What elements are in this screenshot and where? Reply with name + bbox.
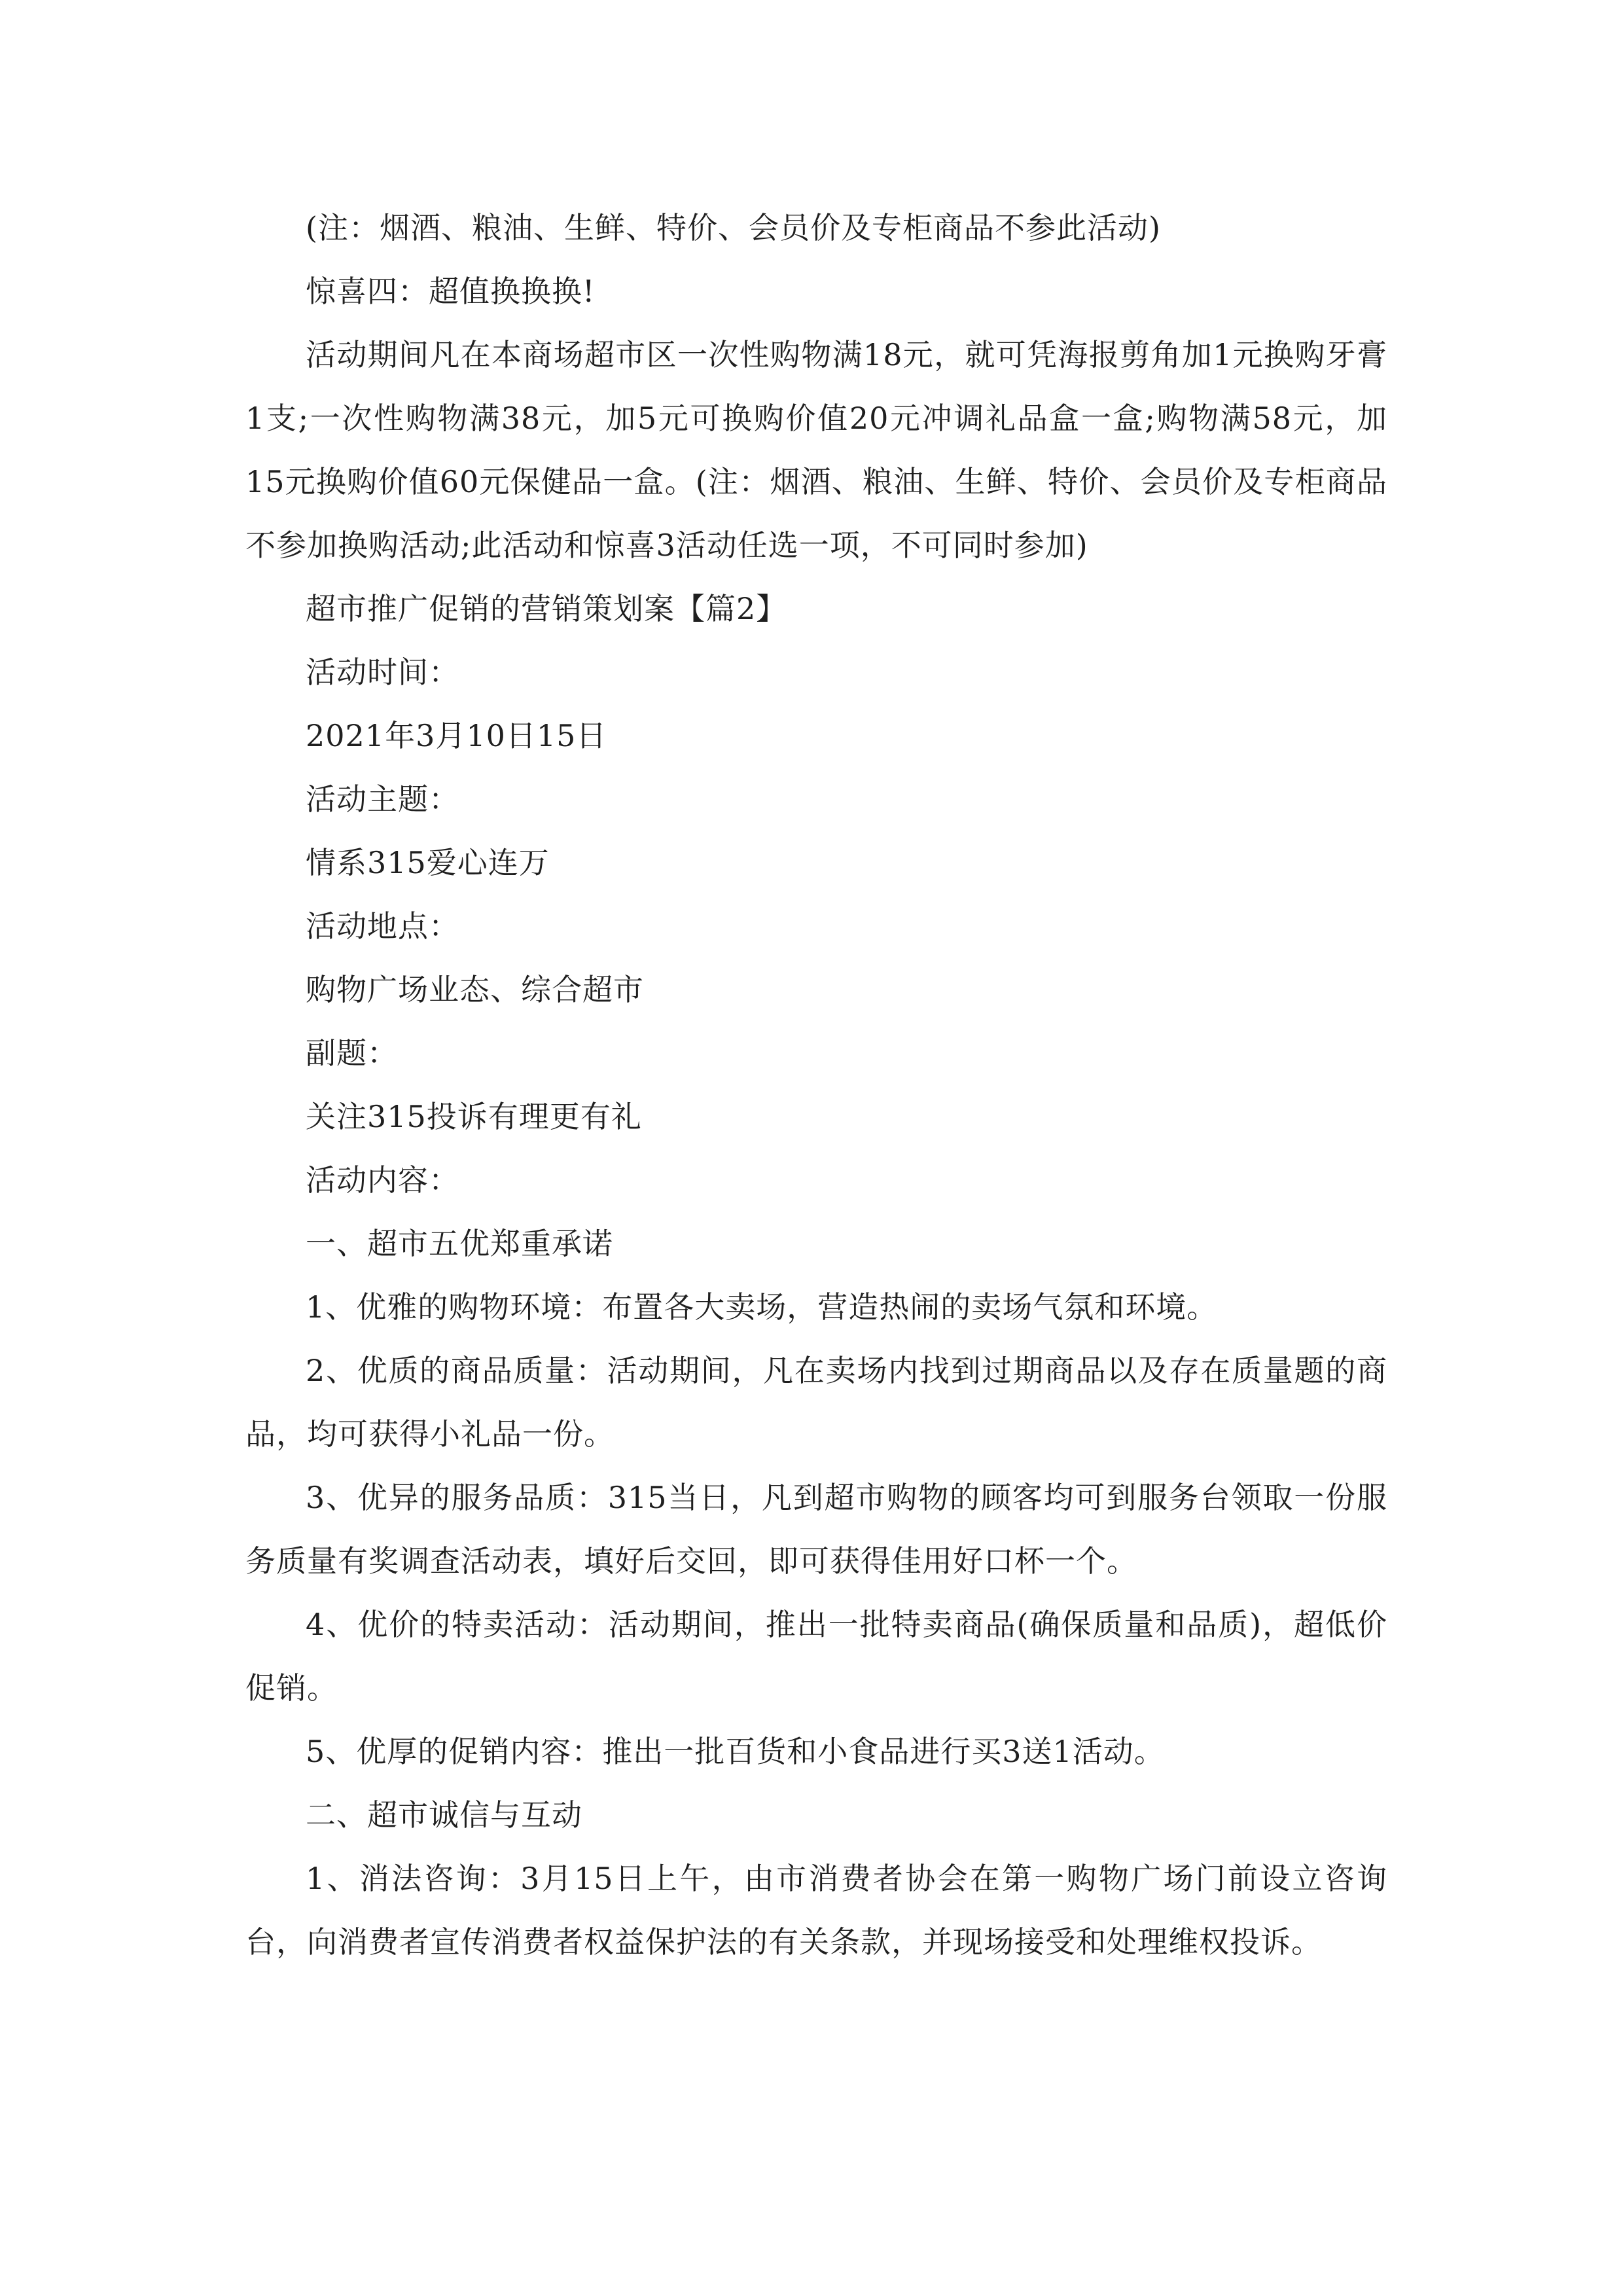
paragraph-activity-content-label: 活动内容： (306, 1162, 459, 1198)
paragraph-activity-location-value: 购物广场业态、综合超市 (306, 972, 644, 1007)
paragraph-promise-5: 5、优厚的促销内容：推出一批百货和小食品进行买3送1活动。 (306, 1734, 1165, 1769)
paragraph-consultation: 1、消法咨询：3月15日上午，由市消费者协会在第一购物广场门前设立咨询台，向消费者宣传消费者权益保护法的有关条款，并现场接受和处理维权投诉。 (245, 1861, 1387, 1960)
paragraph-subtitle-value: 关注315投诉有理更有礼 (306, 1099, 642, 1134)
paragraph-note-excluded: (注：烟酒、粮油、生鲜、特价、会员价及专柜商品不参此活动) (306, 210, 1161, 245)
paragraph-activity-location-label: 活动地点： (306, 908, 459, 944)
paragraph-surprise-four-heading: 惊喜四：超值换换换! (306, 274, 596, 309)
paragraph-activity-theme-label: 活动主题： (306, 781, 459, 817)
paragraph-promise-3: 3、优异的服务品质：315当日，凡到超市购物的顾客均可到服务台领取一份服务质量有奖调查活动表，填好后交回，即可获得佳用好口杯一个。 (245, 1480, 1387, 1579)
paragraph-promise-4: 4、优价的特卖活动：活动期间，推出一批特卖商品(确保质量和品质)，超低价促销。 (245, 1607, 1387, 1706)
paragraph-activity-time-label: 活动时间： (306, 655, 459, 690)
paragraph-activity-time-value: 2021年3月10日15日 (306, 718, 607, 753)
paragraph-heading-integrity-interaction: 二、超市诚信与互动 (306, 1797, 582, 1833)
paragraph-promise-1: 1、优雅的购物环境：布置各大卖场，营造热闹的卖场气氛和环境。 (306, 1289, 1218, 1325)
paragraph-heading-five-promises: 一、超市五优郑重承诺 (306, 1226, 613, 1261)
paragraph-section-2-title: 超市推广促销的营销策划案【篇2】 (306, 591, 787, 626)
paragraph-promise-2: 2、优质的商品质量：活动期间，凡在卖场内找到过期商品以及存在质量题的商品，均可获得小礼品一份。 (245, 1353, 1387, 1452)
document-body (245, 196, 1387, 1974)
paragraph-activity-theme-value: 情系315爱心连万 (306, 845, 550, 880)
paragraph-surprise-four-detail: 活动期间凡在本商场超市区一次性购物满18元，就可凭海报剪角加1元换购牙膏1支;一次性购物满38元，加5元可换购价值20元冲调礼品盒一盒;购物满58元，加15元换购价值60元保健品一盒。(注：烟酒、粮油、生鲜、特价、会员价及专柜商品不参加换购活动;此活动和惊喜3活动任选一项，不可同时参加) (245, 337, 1387, 563)
paragraph-subtitle-label: 副题： (306, 1035, 398, 1071)
